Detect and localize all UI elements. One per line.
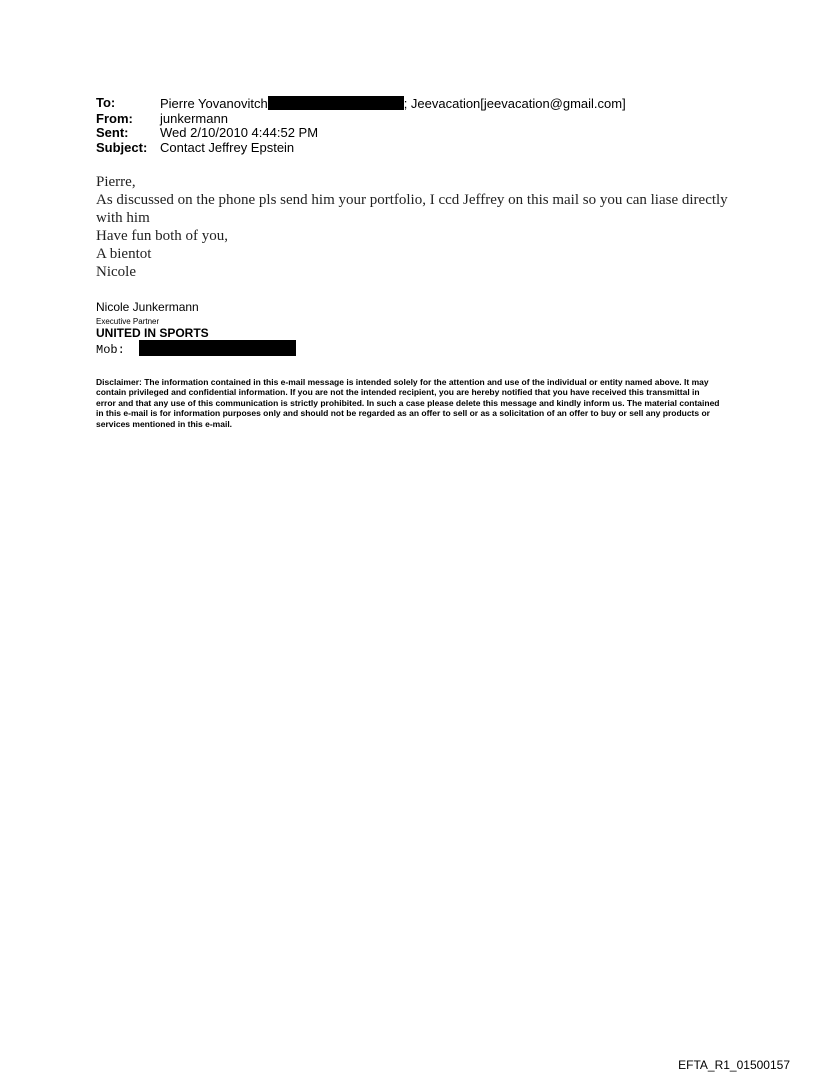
to-label: To:: [96, 95, 116, 110]
body-paragraph: As discussed on the phone pls send him your portfolio, I ccd Jeffrey on this mail so you can liase directly with him: [96, 192, 728, 226]
body-line: Have fun both of you,: [96, 228, 229, 244]
sent-label: Sent:: [96, 125, 129, 140]
sent-row: [96, 126, 626, 141]
signature-block: [96, 300, 296, 357]
from-value: junkermann: [160, 110, 228, 126]
subject-row: [96, 141, 626, 156]
from-row: [96, 112, 626, 127]
signature-title: Executive Partner: [96, 317, 160, 326]
to-rest: ; Jeevacation[jeevacation@gmail.com]: [403, 96, 626, 111]
sent-value: Wed 2/10/2010 4:44:52 PM: [160, 125, 319, 140]
body-line: A bientot: [96, 246, 152, 262]
signature-company: UNITED IN SPORTS: [96, 326, 209, 340]
from-label: From:: [96, 110, 133, 126]
email-body: [96, 173, 736, 281]
body-signoff: Nicole: [96, 264, 136, 280]
redaction-bar: [268, 96, 404, 110]
document-id: EFTA_R1_01500157: [678, 1058, 790, 1072]
mobile-label: Mob:: [96, 343, 125, 357]
disclaimer-text: Disclaimer: The information contained in this e-mail message is intended solely for the attention and use of the individual or entity named above. It may contain privileged and confidential information. If you are not the intended recipient, you are hereby notified that you have received this transmittal in error and that any use of this communication is strictly prohibited. In such a case please delete this message and kindly inform us. The material contained in this e-mail is for information purposes only and should not be regarded as an offer to sell or as a solicitation of an offer to buy or sell any products or services mentioned in this e-mail.: [96, 377, 720, 429]
to-name: Pierre Yovanovitch: [160, 96, 268, 111]
email-header: [96, 96, 626, 155]
to-value: [160, 96, 626, 112]
signature-name: Nicole Junkermann: [96, 300, 199, 314]
body-greeting: Pierre,: [96, 174, 136, 190]
subject-label: Subject:: [96, 139, 148, 155]
subject-value: Contact Jeffrey Epstein: [160, 139, 295, 155]
redaction-bar: [139, 340, 296, 356]
signature-mobile: [96, 340, 296, 357]
to-row: [96, 96, 626, 112]
